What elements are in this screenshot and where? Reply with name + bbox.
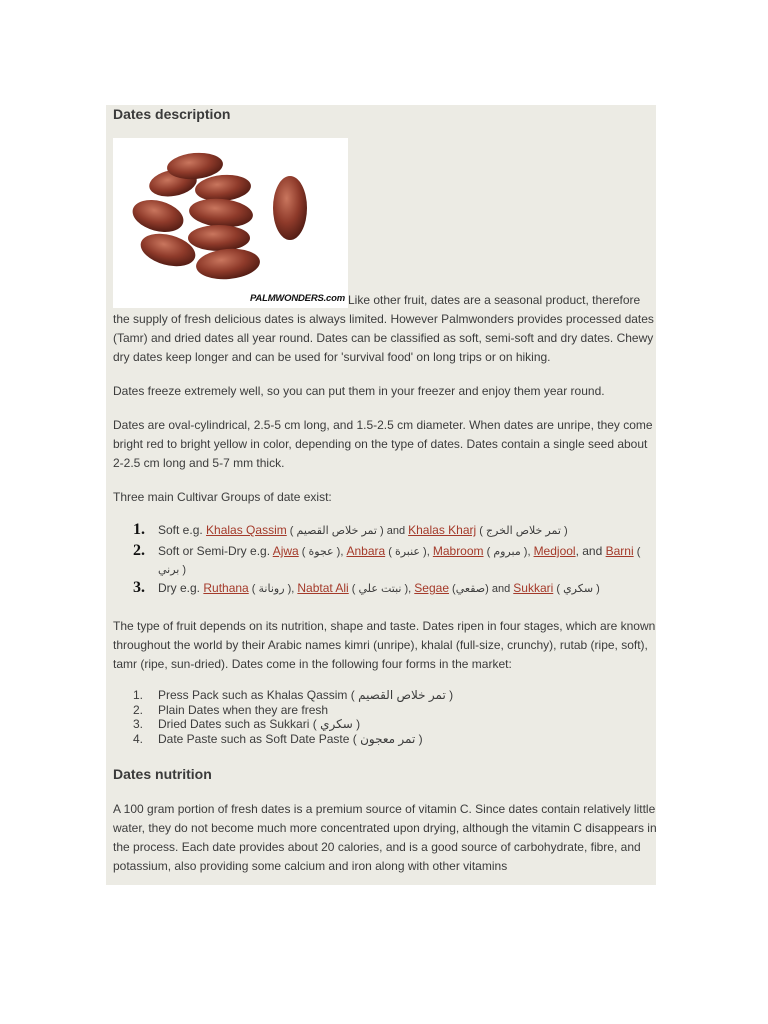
list-text: Dry e.g. [158, 581, 204, 595]
list-number: 2. [133, 542, 145, 559]
list-item [133, 732, 653, 747]
list-text: ( عجوة ), [298, 546, 347, 558]
dates-photo [113, 138, 348, 308]
list-item [133, 522, 653, 542]
list-text: Dried Dates such as Sukkari ( سكري ) [158, 717, 361, 731]
link-nabtat-ali[interactable]: Nabtat Ali [297, 581, 349, 595]
freeze-paragraph: Dates freeze extremely well, so you can put them in your freezer and enjoy them year round. [113, 384, 605, 398]
list-text: Soft e.g. [158, 523, 207, 537]
list-number: 2. [133, 702, 144, 717]
image-credit: PALMWONDERS.com [250, 293, 345, 304]
heading-dates-nutrition: Dates nutrition [113, 766, 212, 782]
heading-dates-description: Dates description [113, 106, 231, 122]
link-medjool[interactable]: Medjool [533, 544, 576, 558]
list-text: ( رونانة ), [248, 583, 298, 595]
list-text: ( سكري ) [553, 583, 600, 595]
list-text: Plain Dates when they are fresh [158, 702, 329, 717]
list-text: ( برني ) [158, 546, 641, 576]
list-text: , and [575, 544, 606, 558]
link-mabroom[interactable]: Mabroom [432, 544, 484, 558]
list-text: ( عنبرة ), [385, 546, 433, 558]
list-text: Date Paste such as Soft Date Paste ( تمر معجون ) [158, 731, 423, 746]
nutrition-paragraph: A 100 gram portion of fresh dates is a premium source of vitamin C. Since dates contain relatively little water, they do not become much more concentrated upon drying, although the vitamin C disappears in the process. Each date provides about 20 calories, and is a good source of carbohydrate, fibre, and potassium, also providing some calcium and iron along with other vitamins [113, 802, 657, 873]
list-text: ( تمر خلاص الخرج ) [476, 525, 568, 537]
list-text: ( مبروم ), [483, 546, 534, 558]
stages-paragraph: The type of fruit depends on its nutrition, shape and taste. Dates ripen in four stages, which are known throughout the world by their Arabic names kimri (unripe), khalal (full-size, crunchy), rutab (ripe, soft), tamr (ripe, sun-dried). Dates come in the following four forms in the market: [113, 619, 656, 671]
link-khalas-qassim[interactable]: Khalas Qassim [206, 523, 287, 537]
list-number: 1. [133, 521, 145, 538]
cultivar-list [133, 522, 653, 601]
link-ruthana[interactable]: Ruthana [203, 581, 249, 595]
list-text: Soft or Semi-Dry e.g. [158, 544, 273, 558]
list-number: 4. [133, 731, 144, 746]
link-anbara[interactable]: Anbara [346, 544, 386, 558]
link-ajwa[interactable]: Ajwa [272, 544, 299, 558]
link-segae[interactable]: Segae [414, 581, 449, 595]
list-number: 3. [133, 717, 144, 731]
forms-list [133, 688, 653, 746]
list-number: 1. [133, 688, 144, 702]
shape-paragraph: Dates are oval-cylindrical, 2.5-5 cm long, and 1.5-2.5 cm diameter. When dates are unripe, they come bright red to bright yellow in color, depending on the type of dates. Dates contain a single seed about 2-2.5 cm long and 5-7 mm thick. [113, 418, 653, 470]
link-sukkari[interactable]: Sukkari [513, 581, 554, 595]
list-text: ( نبتت علي ), [348, 583, 415, 595]
list-text: ( تمر خلاص القصيم ) and [286, 525, 409, 537]
list-number: 3. [133, 579, 145, 596]
list-item [133, 703, 653, 718]
cultivar-intro: Three main Cultivar Groups of date exist: [113, 490, 332, 504]
link-khalas-kharj[interactable]: Khalas Kharj [408, 523, 477, 537]
list-item [133, 543, 653, 579]
list-text: (صقعي) and [449, 583, 514, 595]
intro-paragraph: Like other fruit, dates are a seasonal product, therefore the supply of fresh delicious dates is always limited. However Palmwonders provides processed dates (Tamr) and dried dates all year round. Dates can be classified as soft, semi-soft and dry dates. Chewy dry dates keep longer and can be used for 'survival food' on long trips or on hiking. [113, 293, 654, 364]
list-item [133, 717, 653, 732]
link-barni[interactable]: Barni [605, 544, 634, 558]
list-text: Press Pack such as Khalas Qassim ( تمر خلاص القصيم ) [158, 688, 454, 702]
list-item [133, 580, 653, 600]
list-item [133, 688, 653, 703]
